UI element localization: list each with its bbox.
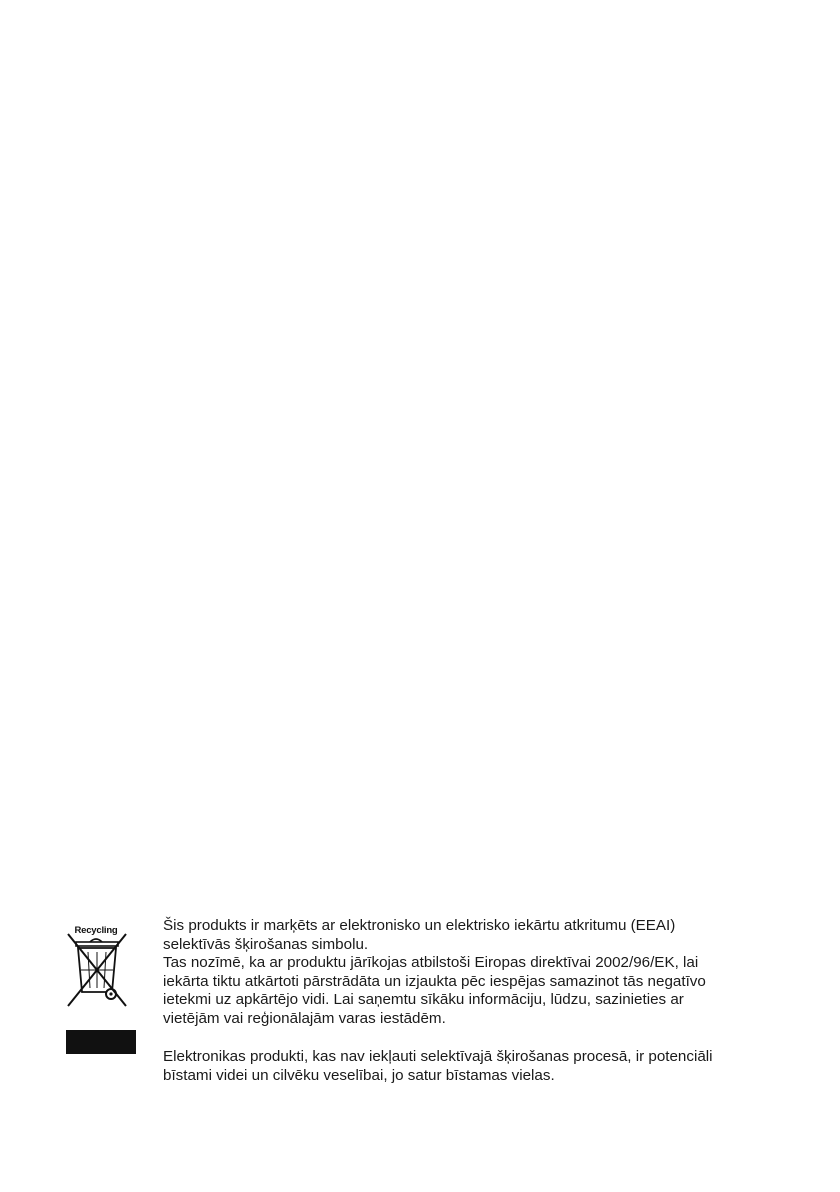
- weee-symbol: [54, 922, 138, 1058]
- crossed-out-wheeled-bin-icon: [54, 922, 138, 1058]
- notice-paragraph-1: Šis produkts ir marķēts ar elektronisko un elektrisko iekārtu atkritumu (EEAI) selektīvās šķirošanas simbolu.: [163, 917, 676, 953]
- recycling-caption: Recycling: [74, 925, 118, 936]
- notice-paragraph-3: Elektronikas produkti, kas nav iekļauti selektīvajā šķirošanas procesā, ir potenciāli bīstami videi un cilvēku veselībai, jo satur bīstamas vielas.: [163, 1048, 713, 1084]
- weee-notice-text: [163, 917, 778, 1085]
- notice-paragraph-2: Tas nozīmē, ka ar produktu jārīkojas atbilstoši Eiropas direktīvai 2002/96/EK, lai iekārta tiktu atkārtoti pārstrādāta un izjaukta pēc iespējas samazinot tās negatīvo ietekmi uz apkārtējo vidi. Lai saņemtu sīkāku informāciju, lūdzu, sazinieties ar vietējām vai reģionālajām varas iestādēm.: [163, 954, 706, 1027]
